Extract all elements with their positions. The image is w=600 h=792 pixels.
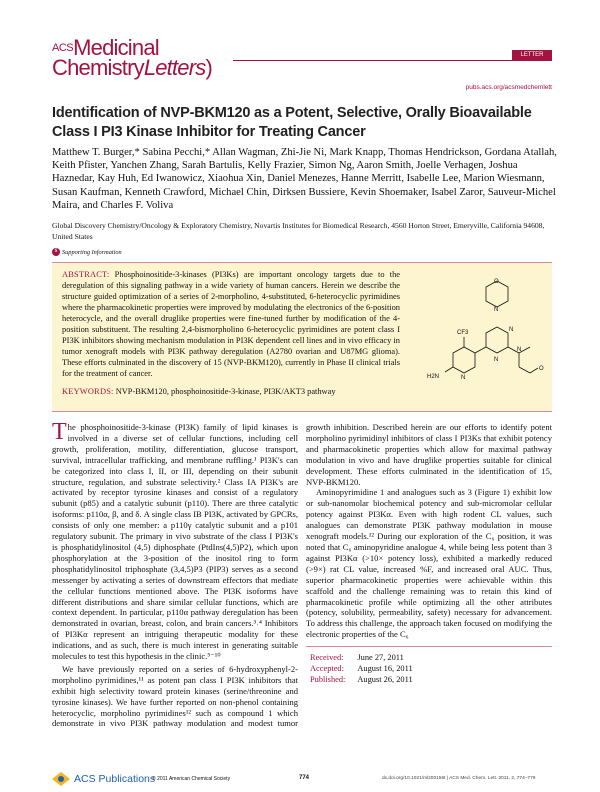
body-columns xyxy=(52,419,552,740)
abstract-text: Phosphoinositide-3-kinases (PI3Ks) are important oncology targets due to the deregulation of this signaling pathway in a wide variety of human cancers. Herein we describe the structure guided optimization of a series of 2-morpholino, 4-substituted, 6-heterocyclic pyrimidines where the pharmacokinetic properties were improved by modulating the electronics of the 6-position heterocycle, and the overall druglike properties were fine-tuned further by modification of the 4-position substituent. The resulting 2,4-bismorpholino 6-heterocyclic pyrimidines are potent class I PI3K inhibitors showing mechanism modulation in PI3K dependent cell lines and in vivo efficacy in tumor xenograft models with PI3K pathway deregulation (A2780 ovarian and U87MG glioma). These efforts culminated in the discovery of 15 (NVP-BKM120), currently in Phase II clinical trials for the treatment of cancer. xyxy=(62,270,401,378)
keywords-label: KEYWORDS: xyxy=(62,386,114,396)
keywords xyxy=(62,387,400,398)
date-label: Received: xyxy=(310,653,344,663)
author-list: Matthew T. Burger,* Sabina Pecchi,* Allan Wagman, Zhi-Jie Ni, Mark Knapp, Thomas Hendrickson, Gordana Atallah, Keith Pfister, Yanchen Zhang, Sarah Bartulis, Kelly Frazier, Simon Ng, Aaron Smith, Joelle Verhagen, Joshua Haznedar, Kay Huh, Ed Iwanowicz, Xiaohua Xin, Daniel Menezes, Hanne Merritt, Isabelle Lee, Marion Wiesmann, Susan Kaufman, Kenneth Crawford, Michael Chin, Dirksen Bussiere, Kevin Shoemaker, Isabel Zaror, Sauveur-Michel Maira, and Charles F. Voliva xyxy=(52,147,557,211)
abstract xyxy=(62,270,400,380)
paragraph: he phosphoinositide-3-kinase (PI3K) family of lipid kinases is involved in a diverse set of cellular functions, including cell growth, proliferation, motility, differentiation, glucose transport, survival, intracellular trafficking, and membrane ruffling.¹ PI3K's can be categorized into class I, II, or III, depending on their subunit structure, regulation, and substrate selectivity.² Class IA PI3K's are activated by receptor tyrosine kinases and consist of a regulatory subunit (p85) and a catalytic subunit (p110). There are three catalytic isoforms: p110α, β, and δ. A single class IB PI3K, activated by GPCRs, consists of only one member: a p110γ catalytic subunit and a p101 regulatory subunit. The primary in vivo substrate of the class I PI3K's is phosphatidylinositol (4,5) diphosphate (PtdIns(4,5)P2), which upon phosphorylation at the 3-position of the inositol ring to form phosphatidylinositol triphosphate (3,4,5)P3 (PIP3) serves as a second messenger by activating a series of downstream effectors that mediate the cellular functions mentioned above. The PI3K isoforms have different distributions and share similar cellular functions, which are context dependent. In particular, p110α pathway deregulation has been demonstrated in ovarian, breast, colon, and brain cancers.³˒⁴ Inhibitors of PI3Kα represent an intriguing therapeutic modality for these indications, and as such, there is much interest in generating suitable molecules to test this hypothesis in the clinic.⁵⁻¹⁰ xyxy=(52,422,298,662)
atom-n: N xyxy=(494,357,499,364)
chemical-structure-figure xyxy=(405,267,550,402)
article-title: Identification of NVP-BKM120 as a Potent, Selective, Orally Bioavailable Class I PI3 Kinase Inhibitor for Treating Cancer xyxy=(52,105,532,140)
atom-cf3: CF3 xyxy=(457,330,469,337)
atom-n: N xyxy=(509,327,514,334)
date-value: August 26, 2011 xyxy=(357,675,413,685)
atom-o: O xyxy=(539,366,544,373)
date-value: June 27, 2011 xyxy=(357,653,404,663)
date-row xyxy=(306,663,421,674)
paragraph: Aminopyrimidine 1 and analogues such as 3 (Figure 1) exhibit low or sub-nanomolar biochemical potency and sub-micromolar cellular potency against PI3Kα. Even with high rodent CL values, such analogues can demonstrate PI3K pathway modulation in mouse xenograft models.¹² During our exploration of the C₆ position, it was noted that C₆ aminopyridine analogue 4, while being less potent than 3 against PI3Kα (>10× potency loss), exhibited a markedly reduced (>9×) rat CL value, increased %F, and increased oral AUC. Thus, superior pharmacokinetic properties were achievable within this scaffold and the challenge remaining was to retain this kind of pharmacokinetic profile while optimizing all the other attributes (potency, solubility, permeability, safety) necessary for advancement. To address this challenge, the approach taken focused on modifying the electronic properties of the C₆ xyxy=(306,487,552,640)
date-row xyxy=(306,652,421,663)
atom-n: N xyxy=(517,347,522,354)
logo-letters: Letters xyxy=(143,55,206,80)
date-row xyxy=(306,674,421,685)
structure-bonds xyxy=(445,281,538,373)
copyright: © 2011 American Chemical Society xyxy=(152,776,231,782)
logo-line1: Medicinal xyxy=(73,35,159,60)
atom-nh2: H2N xyxy=(427,374,440,381)
supporting-info-icon: S xyxy=(52,248,60,256)
journal-url[interactable]: pubs.acs.org/acsmedchemlett xyxy=(465,84,552,91)
acs-hexagon-icon xyxy=(52,772,70,786)
acs-publications-logo xyxy=(52,772,155,786)
atom-o: O xyxy=(494,279,499,286)
dates-block xyxy=(306,646,552,685)
keywords-text: NVP-BKM120, phosphoinositide-3-kinase, PI3K/AKT3 pathway xyxy=(115,386,336,396)
logo-prefix: ACS xyxy=(52,42,74,54)
date-label: Published: xyxy=(310,675,346,685)
logo-line2: Chemistry xyxy=(52,55,144,80)
affiliation: Global Discovery Chemistry/Oncology & Exploratory Chemistry, Novartis Institutes for Biomedical Research, 4560 Horton Street, Emeryville, California 94608, United States xyxy=(52,221,545,242)
abstract-box xyxy=(52,262,552,412)
abstract-label: ABSTRACT: xyxy=(62,270,110,280)
drop-cap: T xyxy=(52,419,67,446)
date-value: August 16, 2011 xyxy=(357,664,413,674)
paragraph: We have previously reported on a series of 6-hydroxyphenyl-2-morpholino pyrimidines,¹¹ as potent pan class I PI3K inhibitors that exhibit high selectivity toward protein kinases (serine/threonine and tyrosine kinases). We have further reported on non-phenol containing heterocyclic, morpholino pyrimidines¹² such as compound 1 which demonstrate in vivo PI3K pathway modulation and modest tumor growth inhibition. Described herein are our efforts to identify potent morpholino pyrimidinyl inhibitors of class I PI3Ks that exhibit potency and pharmacokinetic properties which allow for maximal pathway modulation in vivo and have druglike properties suitable for clinical development. These efforts culminated in the identification of 15, NVP-BKM120. xyxy=(52,422,552,729)
date-label: Accepted: xyxy=(310,664,344,674)
supporting-info-label: Supporting Information xyxy=(62,248,122,256)
article-type-badge: LETTER xyxy=(512,50,552,61)
atom-n: N xyxy=(461,375,466,382)
supporting-information-link[interactable] xyxy=(52,248,552,256)
structure-atom-labels xyxy=(427,279,544,381)
journal-logo: $^{ACS}$Medicinal ChemistryLetters) xyxy=(52,35,213,80)
header-rule xyxy=(233,60,552,61)
publisher-name: ACS Publications xyxy=(74,773,156,785)
atom-n: N xyxy=(494,307,499,314)
page-number: 774 xyxy=(299,775,310,781)
citation[interactable]: dx.doi.org/10.1021/ml200156t | ACS Med. Chem. Lett. 2011, 2, 774–779 xyxy=(382,776,536,781)
publication-dates xyxy=(306,652,421,685)
article-content xyxy=(52,104,557,740)
